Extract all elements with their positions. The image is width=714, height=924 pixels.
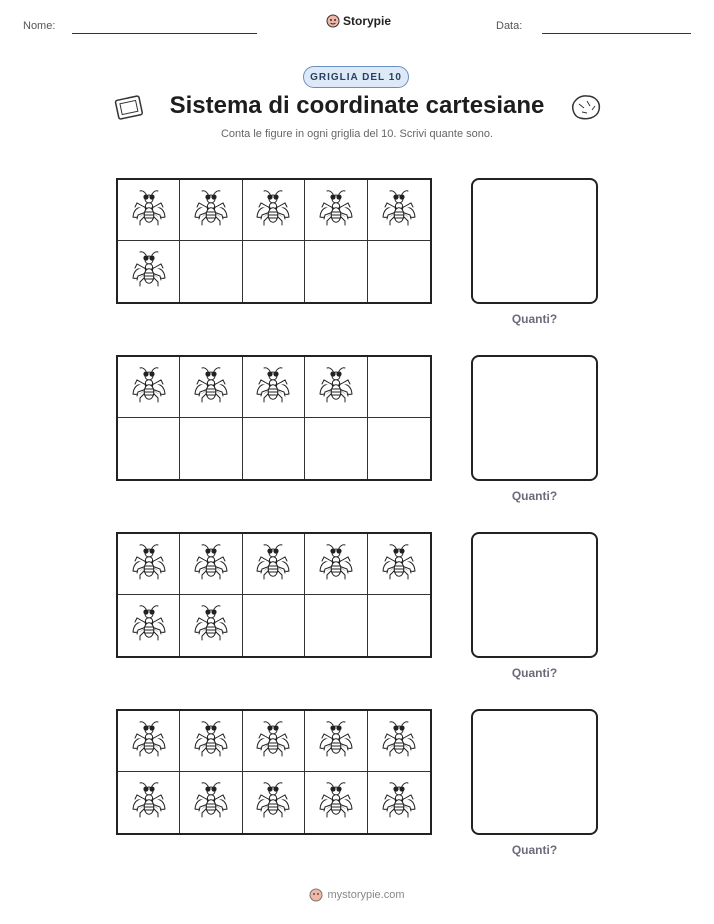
ten-frame-cell: [305, 241, 367, 302]
ten-frame-cell: [118, 772, 180, 833]
ten-frame-cell: [368, 241, 430, 302]
ten-frame-cell: [243, 357, 305, 418]
fly-icon: [192, 780, 230, 825]
ten-frame-cell: [180, 534, 242, 595]
ten-frame-cell: [118, 180, 180, 241]
fly-icon: [254, 780, 292, 825]
fly-icon: [192, 542, 230, 587]
ten-frame-grid: [116, 355, 432, 481]
ten-frame-cell: [243, 595, 305, 656]
fly-icon: [380, 542, 418, 587]
ten-frame-grid: [116, 178, 432, 304]
ten-frame-cell: [118, 241, 180, 302]
name-label: Nome:: [23, 20, 56, 32]
ten-frame-cell: [368, 711, 430, 772]
fly-icon: [317, 719, 355, 764]
brand-name: Storypie: [343, 14, 392, 28]
answer-box[interactable]: [471, 178, 598, 304]
answer-box[interactable]: [471, 532, 598, 658]
fly-icon: [192, 365, 230, 410]
ten-frame-cell: [368, 595, 430, 656]
footer: [0, 888, 714, 902]
ten-frame-cell: [368, 772, 430, 833]
fly-icon: [317, 188, 355, 233]
fly-icon: [130, 188, 168, 233]
answer-box[interactable]: [471, 355, 598, 481]
page-title: Sistema di coordinate cartesiane: [169, 92, 545, 119]
section-badge: GRIGLIA DEL 10: [303, 66, 409, 88]
ten-frame-cell: [368, 180, 430, 241]
ten-frame-cell: [368, 357, 430, 418]
footer-url: mystorypie.com: [327, 889, 405, 901]
date-label: Data:: [496, 20, 523, 32]
name-line[interactable]: [72, 33, 257, 34]
ten-frame-cell: [118, 595, 180, 656]
fly-icon: [130, 365, 168, 410]
ten-frame-cell: [305, 711, 367, 772]
fly-icon: [254, 719, 292, 764]
rock-icon: [569, 92, 603, 122]
fly-icon: [130, 603, 168, 648]
fly-icon: [380, 188, 418, 233]
fly-icon: [130, 542, 168, 587]
ten-frame-cell: [243, 180, 305, 241]
brand-logo: [326, 14, 391, 28]
date-line[interactable]: [542, 33, 691, 34]
ten-frame-cell: [243, 241, 305, 302]
ten-frame-cell: [243, 711, 305, 772]
storypie-logo-icon: [326, 14, 340, 28]
ten-frame-cell: [305, 772, 367, 833]
quanti-label: Quanti?: [511, 489, 558, 503]
ten-frame-grid: [116, 532, 432, 658]
fly-icon: [317, 780, 355, 825]
storypie-footer-icon: [309, 888, 323, 902]
fly-icon: [254, 365, 292, 410]
ten-frame-cell: [243, 534, 305, 595]
fly-icon: [130, 249, 168, 294]
fly-icon: [380, 780, 418, 825]
fly-icon: [317, 365, 355, 410]
ten-frame-grid: [116, 709, 432, 835]
ten-frame-cell: [368, 534, 430, 595]
ten-frame-cell: [118, 534, 180, 595]
answer-box[interactable]: [471, 709, 598, 835]
ten-frame-cell: [180, 241, 242, 302]
fly-icon: [317, 542, 355, 587]
fly-icon: [380, 719, 418, 764]
ten-frame-cell: [368, 418, 430, 479]
ten-frame-cell: [118, 418, 180, 479]
ten-frame-cell: [305, 418, 367, 479]
ten-frame-cell: [243, 418, 305, 479]
ten-frame-cell: [305, 595, 367, 656]
ten-frame-cell: [305, 534, 367, 595]
page-subtitle: Conta le figure in ogni griglia del 10. Scrivi quante sono.: [220, 128, 494, 140]
fly-icon: [192, 719, 230, 764]
quanti-label: Quanti?: [511, 843, 558, 857]
fly-icon: [192, 603, 230, 648]
ten-frame-cell: [180, 418, 242, 479]
ten-frame-cell: [305, 180, 367, 241]
fly-icon: [130, 780, 168, 825]
fly-icon: [192, 188, 230, 233]
fly-icon: [130, 719, 168, 764]
ten-frame-cell: [180, 772, 242, 833]
ten-frame-cell: [118, 711, 180, 772]
fly-icon: [254, 542, 292, 587]
fly-icon: [254, 188, 292, 233]
ten-frame-cell: [180, 595, 242, 656]
ten-frame-cell: [305, 357, 367, 418]
ten-frame-cell: [180, 711, 242, 772]
ten-frame-cell: [180, 180, 242, 241]
ten-frame-cell: [118, 357, 180, 418]
quanti-label: Quanti?: [511, 666, 558, 680]
ten-frame-cell: [243, 772, 305, 833]
ten-frame-cell: [180, 357, 242, 418]
quanti-label: Quanti?: [511, 312, 558, 326]
